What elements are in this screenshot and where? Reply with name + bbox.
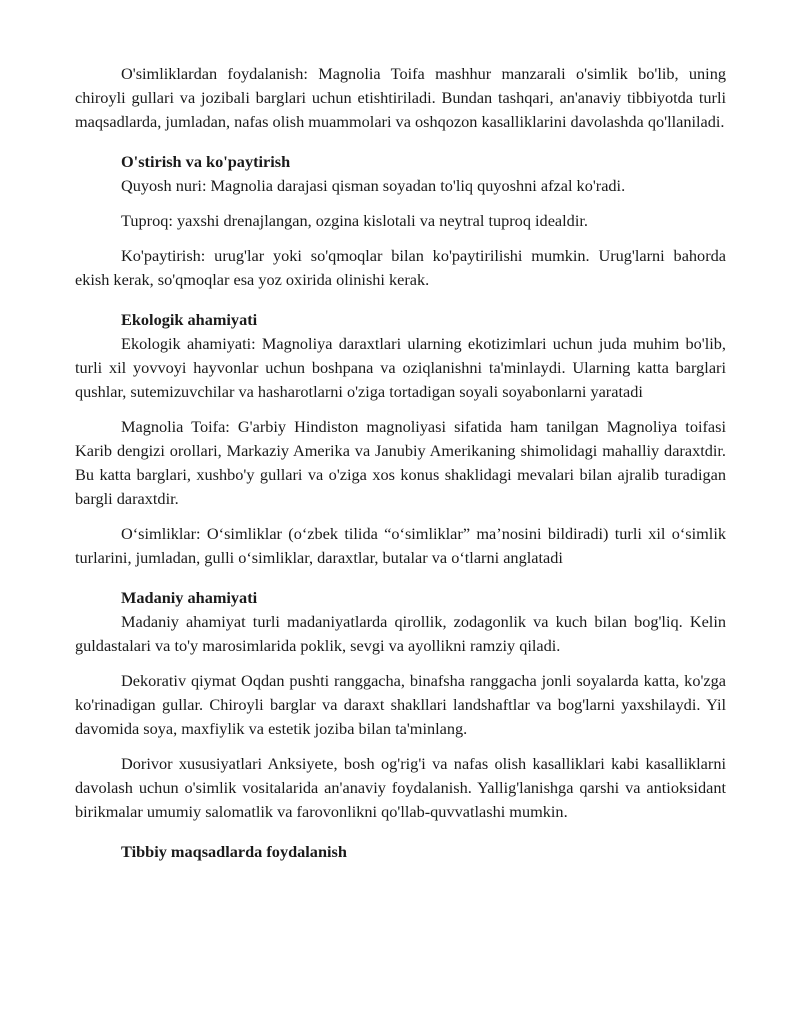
decorative-paragraph: Dekorativ qiymat Oqdan pushti ranggacha, binafsha ranggacha jonli soyalarda katta, ko'zga ko'rinadigan gullar. Chiroyli barglar va daraxt shakllari landshaftlar va bog'larni yaxshilaydi. Yil davomida soya, maxfiylik va estetik joziba bilan ta'minlang. — [75, 671, 726, 738]
medicinal-paragraph: Dorivor xususiyatlari Anksiyete, bosh og'rig'i va nafas olish kasalliklari kabi kasalliklarni davolash uchun o'simlik vositalarida an'anaviy foydalanish. Yallig'lanishga qarshi va antioksidant birikmalar umumiy salomatlik va farovonlikni qo'llab-quvvatlashi mumkin. — [75, 754, 726, 821]
soil-paragraph: Tuproq: yaxshi drenajlangan, ozgina kislotali va neytral tuproq idealdir. — [121, 211, 588, 230]
heading-growing: O'stirish va ko'paytirish — [121, 152, 291, 171]
heading-medical: Tibbiy maqsadlarda foydalanish — [121, 842, 347, 861]
heading-ecology: Ekologik ahamiyati — [121, 310, 258, 329]
culture-paragraph: Madaniy ahamiyat turli madaniyatlarda qirollik, zodagonlik va kuch bilan bog'liq. Kelin guldastalari va to'y marosimlarida poklik, sevgi va ayollikni ramziy qiladi. — [75, 612, 726, 655]
sunlight-paragraph: Quyosh nuri: Magnolia darajasi qisman soyadan to'liq quyoshni afzal ko'radi. — [121, 176, 626, 195]
plants-paragraph: O‘simliklar: O‘simliklar (o‘zbek tilida “o‘simliklar” ma’nosini bildiradi) turli xil o‘simlik turlarini, jumladan, gulli o‘simliklar, daraxtlar, butalar va o‘tlarni anglatadi — [75, 524, 726, 567]
magnolia-toifa-paragraph: Magnolia Toifa: G'arbiy Hindiston magnoliyasi sifatida ham tanilgan Magnoliya toifasi Karib dengizi orollari, Markaziy Amerika va Janubiy Amerikaning shimolidagi mahalliy daraxtdir. Bu katta barglari, xushbo'y gullari va o'ziga xos konus shaklidagi mevalari bilan ajralib turadigan bargli daraxtdir. — [75, 417, 726, 508]
document-page — [75, 62, 726, 864]
intro-paragraph: O'simliklardan foydalanish: Magnolia Toifa mashhur manzarali o'simlik bo'lib, uning chiroyli gullari va jozibali barglari uchun etishtiriladi. Bundan tashqari, an'anaviy tibbiyotda turli maqsadlarda, jumladan, nafas olish muammolari va oshqozon kasalliklarini davolashda qo'llaniladi. — [75, 64, 726, 131]
heading-culture: Madaniy ahamiyati — [121, 588, 258, 607]
propagation-paragraph: Ko'paytirish: urug'lar yoki so'qmoqlar bilan ko'paytirilishi mumkin. Urug'larni bahorda ekish kerak, so'qmoqlar esa yoz oxirida olinishi kerak. — [75, 246, 726, 289]
ecology-paragraph: Ekologik ahamiyati: Magnoliya daraxtlari ularning ekotizimlari uchun juda muhim bo'lib, turli xil yovvoyi hayvonlar uchun boshpana va oziqlanishni ta'minlaydi. Ularning katta barglari qushlar, sutemizuvchilar va hasharotlarni o'ziga tortadigan soyali soyabonlarni yaratadi — [75, 334, 726, 401]
